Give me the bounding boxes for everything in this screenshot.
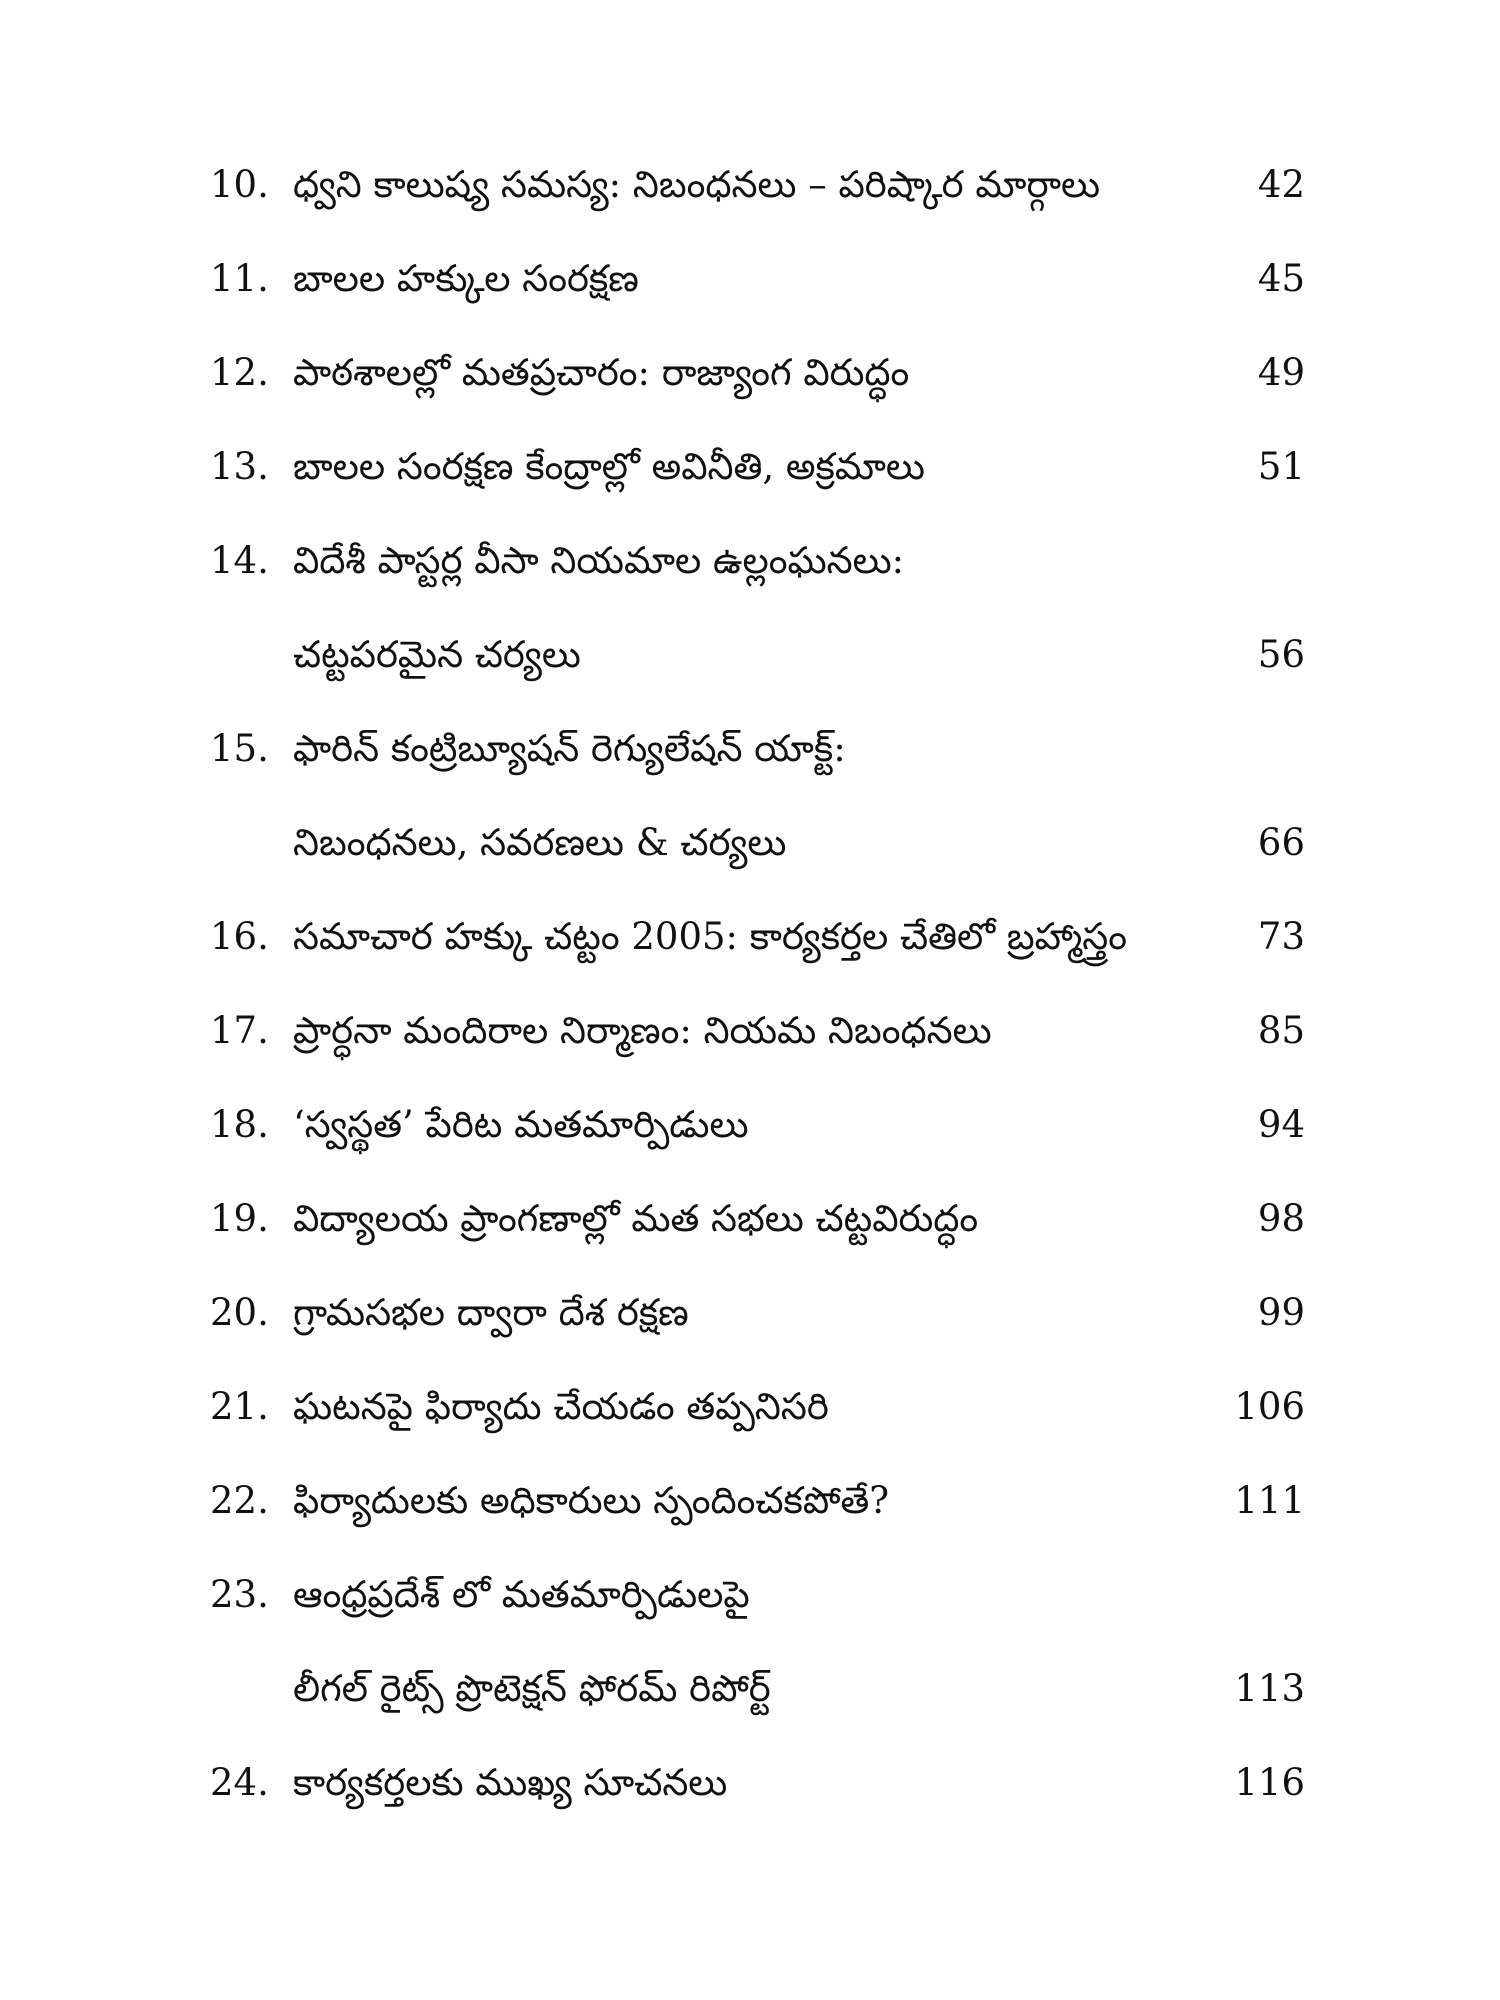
toc-entry-title: చట్టపరమైన చర్యలు [293, 633, 581, 676]
toc-entry-title: విద్యాలయ ప్రాంగణాల్లో మత సభలు చట్టవిరుద్ధం [293, 1197, 979, 1240]
toc-entry-page-number: 98 [1257, 1197, 1305, 1240]
toc-entry-title: ‘స్వస్థత’ పేరిట మతమార్పిడులు [293, 1103, 749, 1146]
toc-entry-title: ఫిర్యాదులకు అధికారులు స్పందించకపోతే? [293, 1479, 890, 1522]
toc-entry-line [210, 420, 1305, 514]
toc-entry-number: 10. [210, 163, 269, 206]
toc-entry-number: 14. [210, 539, 269, 582]
toc-entry-title: ఆంధ్రప్రదేశ్ లో మతమార్పిడులపై [293, 1573, 750, 1616]
toc-entry-title: పాఠశాలల్లో మతప్రచారం: రాజ్యాంగ విరుద్ధం [293, 351, 910, 394]
toc-entry-number: 16. [210, 915, 269, 958]
toc-entry-page-number: 45 [1257, 257, 1305, 300]
toc-entry-line [210, 1642, 1305, 1736]
toc-entry-number: 17. [210, 1009, 269, 1052]
toc-entry-title: ప్రార్ధనా మందిరాల నిర్మాణం: నియమ నిబంధనలు [293, 1009, 992, 1052]
toc-entry-line [210, 1172, 1305, 1266]
toc-entry-page-number: 56 [1257, 633, 1305, 676]
toc-entry-title: నిబంధనలు, సవరణలు & చర్యలు [293, 821, 787, 864]
toc-entry-page-number: 49 [1257, 351, 1305, 394]
toc-entry-title: ఘటనపై ఫిర్యాదు చేయడం తప్పనిసరి [293, 1385, 829, 1428]
toc-entry-line [210, 608, 1305, 702]
toc-entry-page-number: 111 [1234, 1479, 1305, 1522]
toc-entry-line [210, 1266, 1305, 1360]
toc-entry-number: 22. [210, 1479, 269, 1522]
toc-entry-page-number: 94 [1257, 1103, 1305, 1146]
toc-entry-title: బాలల సంరక్షణ కేంద్రాల్లో అవినీతి, అక్రమాలు [293, 445, 925, 488]
toc-entry-title: బాలల హక్కుల సంరక్షణ [293, 257, 639, 300]
toc-entry-number: 11. [210, 257, 269, 300]
toc-entry-number: 24. [210, 1761, 269, 1804]
toc-entry-page-number: 42 [1257, 163, 1305, 206]
toc-entry-title: లీగల్ రైట్స్ ప్రొటెక్షన్ ఫోరమ్ రిపోర్ట్ [293, 1667, 771, 1710]
toc-entry-title: ధ్వని కాలుష్య సమస్య: నిబంధనలు – పరిష్కార మార్గాలు [293, 163, 1101, 206]
toc-entry-page-number: 73 [1257, 915, 1305, 958]
toc-entry-page-number: 51 [1257, 445, 1305, 488]
toc-entry-number: 18. [210, 1103, 269, 1146]
toc-entry-page-number: 85 [1257, 1009, 1305, 1052]
toc-entry-number: 21. [210, 1385, 269, 1428]
toc-entry-line [210, 514, 1305, 608]
toc-entry-title: కార్యకర్తలకు ముఖ్య సూచనలు [293, 1761, 728, 1804]
toc-entry-title: గ్రామసభల ద్వారా దేశ రక్షణ [293, 1291, 689, 1334]
toc-entry-page-number: 66 [1257, 821, 1305, 864]
toc-entry-number: 12. [210, 351, 269, 394]
toc-entry-line [210, 326, 1305, 420]
toc-entry-line [210, 138, 1305, 232]
toc-entry-title: విదేశీ పాస్టర్ల వీసా నియమాల ఉల్లంఘనలు: [293, 539, 905, 582]
table-of-contents [210, 138, 1305, 1830]
toc-entry-line [210, 1736, 1305, 1830]
toc-entry-title: సమాచార హక్కు చట్టం 2005: కార్యకర్తల చేతిలో బ్రహ్మాస్త్రం [293, 915, 1127, 958]
toc-entry-line [210, 702, 1305, 796]
toc-entry-page-number: 106 [1234, 1385, 1305, 1428]
toc-entry-line [210, 232, 1305, 326]
toc-entry-page-number: 113 [1234, 1667, 1305, 1710]
toc-entry-line [210, 1548, 1305, 1642]
toc-entry-number: 23. [210, 1573, 269, 1616]
toc-entry-line [210, 1360, 1305, 1454]
toc-entry-number: 20. [210, 1291, 269, 1334]
toc-entry-line [210, 984, 1305, 1078]
toc-entry-number: 15. [210, 727, 269, 770]
toc-entry-page-number: 116 [1234, 1761, 1305, 1804]
toc-entry-title: ఫారిన్ కంట్రిబ్యూషన్ రెగ్యులేషన్ యాక్ట్: [293, 727, 846, 770]
toc-entry-line [210, 890, 1305, 984]
toc-entry-number: 19. [210, 1197, 269, 1240]
toc-entry-line [210, 1454, 1305, 1548]
toc-entry-line [210, 1078, 1305, 1172]
toc-entry-page-number: 99 [1257, 1291, 1305, 1334]
toc-entry-number: 13. [210, 445, 269, 488]
toc-entry-line [210, 796, 1305, 890]
